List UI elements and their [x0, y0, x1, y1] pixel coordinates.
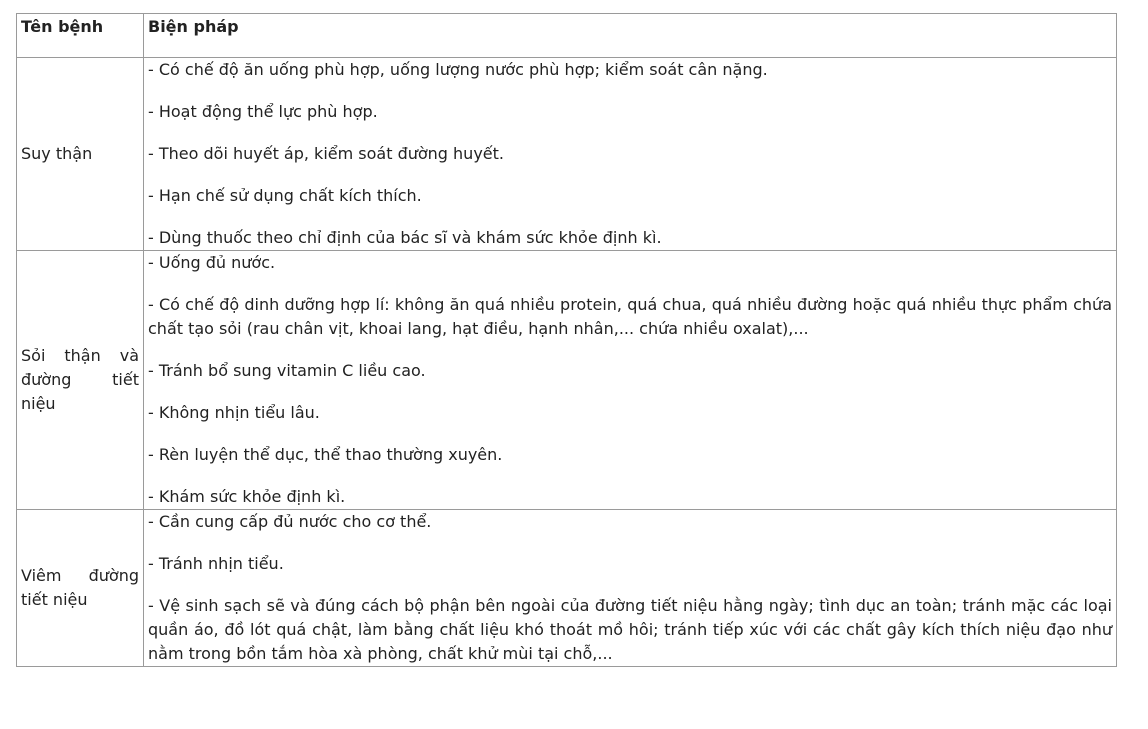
measure-item: - Rèn luyện thể dục, thể thao thường xuyên. [148, 445, 503, 464]
header-measures: Biện pháp [144, 14, 1117, 58]
table-row [17, 510, 1117, 667]
measures-cell [144, 58, 1117, 251]
disease-name-cell: Viêm đường tiết niệu [17, 510, 144, 667]
measure-item: - Uống đủ nước. [148, 253, 276, 272]
measures-cell [144, 251, 1117, 510]
header-disease-name: Tên bệnh [17, 14, 144, 58]
measure-item: - Theo dõi huyết áp, kiểm soát đường huyết. [148, 144, 504, 163]
measures-cell [144, 510, 1117, 667]
table-row [17, 251, 1117, 510]
disease-name-cell: Sỏi thận và đường tiết niệu [17, 251, 144, 510]
measure-item: - Vệ sinh sạch sẽ và đúng cách bộ phận bên ngoài của đường tiết niệu hằng ngày; tình dục an toàn; tránh mặc các loại quần áo, đồ lót quá chật, làm bằng chất liệu khó thoát mồ hôi; tránh tiếp xúc với các chất gây kích thích niệu đạo như nằm trong bồn tắm hòa xà phòng, chất khử mùi tại chỗ,... [148, 596, 1112, 663]
disease-name-cell: Suy thận [17, 58, 144, 251]
measure-item: - Hoạt động thể lực phù hợp. [148, 102, 378, 121]
measure-item: - Có chế độ ăn uống phù hợp, uống lượng nước phù hợp; kiểm soát cân nặng. [148, 60, 768, 79]
measure-item: - Tránh bổ sung vitamin C liều cao. [148, 361, 426, 380]
table-header-row [17, 14, 1117, 58]
measure-item: - Có chế độ dinh dưỡng hợp lí: không ăn quá nhiều protein, quá chua, quá nhiều đường hoặc quá nhiều thực phẩm chứa chất tạo sỏi (rau chân vịt, khoai lang, hạt điều, hạnh nhân,... chứa nhiều oxalat),... [148, 295, 1112, 338]
disease-prevention-table [16, 13, 1117, 667]
measure-item: - Khám sức khỏe định kì. [148, 487, 346, 506]
measure-item: - Cần cung cấp đủ nước cho cơ thể. [148, 512, 432, 531]
table-row [17, 58, 1117, 251]
measure-item: - Dùng thuốc theo chỉ định của bác sĩ và khám sức khỏe định kì. [148, 228, 662, 247]
measure-item: - Không nhịn tiểu lâu. [148, 403, 320, 422]
measure-item: - Tránh nhịn tiểu. [148, 554, 284, 573]
measure-item: - Hạn chế sử dụng chất kích thích. [148, 186, 422, 205]
